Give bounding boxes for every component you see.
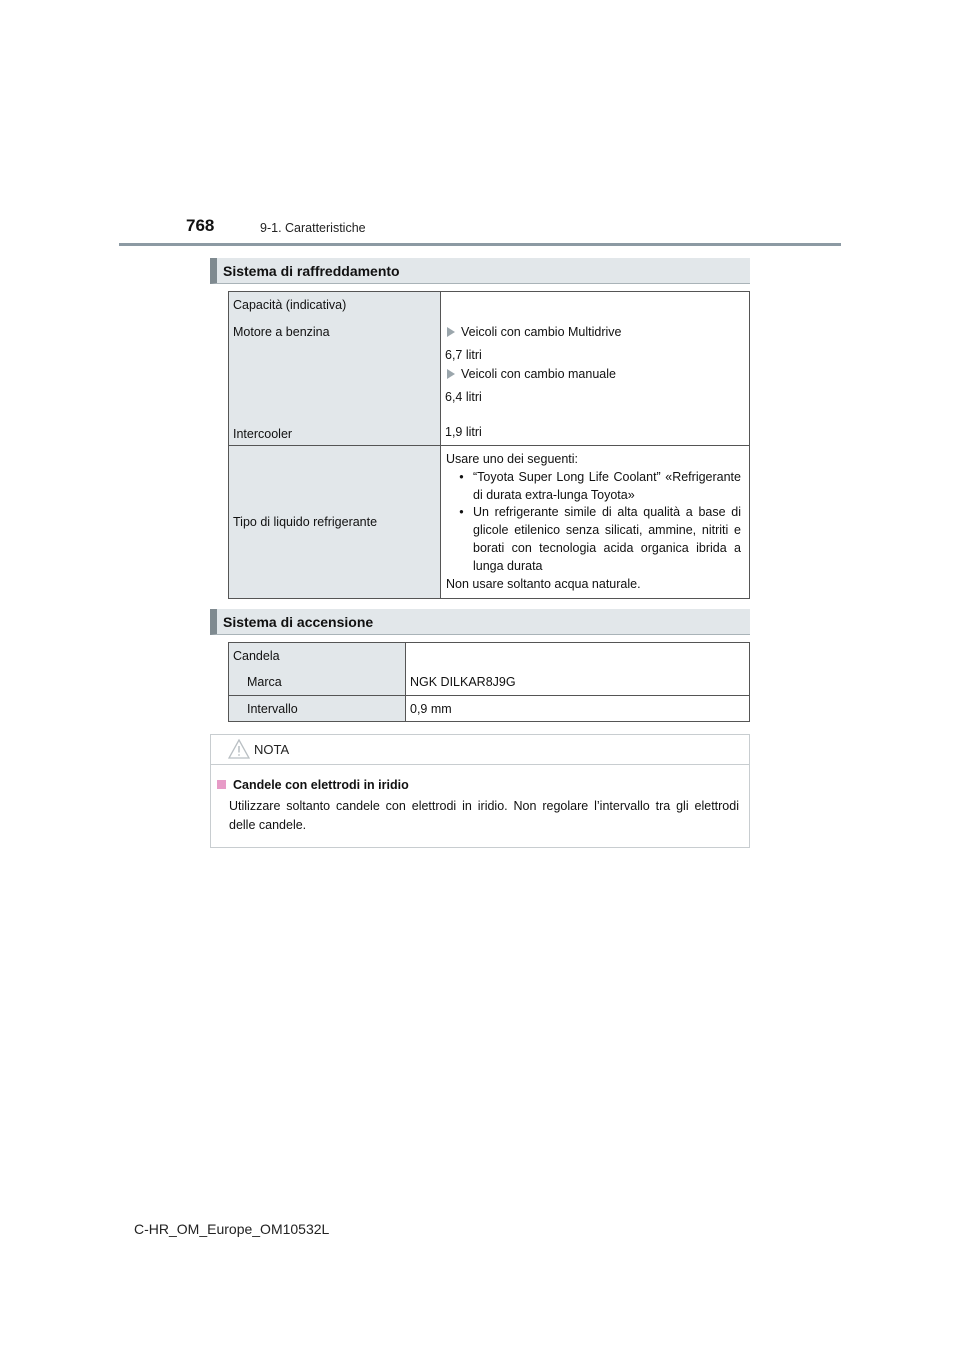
spark-plug-label: Candela — [233, 649, 280, 663]
cooling-spec-table — [228, 291, 750, 599]
gap-label-cell — [229, 696, 406, 722]
gap-value: 0,9 mm — [410, 702, 452, 716]
multidrive-value: 6,7 litri — [445, 348, 482, 362]
intercooler-label: Intercooler — [233, 427, 293, 441]
coolant-option-text: Un refrigerante simile di alta qualità a base di glicole etilenico senza silicati, ammine, nitriti e borati con tecnologia acida organica ibrida a lunga durata — [473, 505, 741, 573]
coolant-type-label-cell — [229, 446, 441, 599]
manual-item — [447, 367, 616, 381]
engine-label: Motore a benzina — [233, 325, 330, 339]
document-code: C-HR_OM_Europe_OM10532L — [134, 1221, 330, 1237]
note-box — [210, 734, 750, 848]
coolant-type-value-cell — [441, 446, 750, 599]
spark-plug-label-cell — [229, 643, 406, 696]
gap-label: Intervallo — [247, 702, 298, 716]
coolant-type-row — [229, 446, 750, 599]
note-header — [211, 735, 749, 765]
brand-value-cell — [406, 643, 750, 696]
note-subtitle-row — [217, 778, 409, 792]
bullet-icon: • — [459, 469, 464, 484]
ignition-section-heading: Sistema di accensione — [210, 609, 750, 635]
cooling-section-heading: Sistema di raffreddamento — [210, 258, 750, 284]
coolant-warning: Non usare soltanto acqua naturale. — [446, 576, 641, 591]
intercooler-value: 1,9 litri — [445, 425, 482, 439]
warning-icon — [228, 739, 250, 759]
manual-value: 6,4 litri — [445, 390, 482, 404]
triangle-right-icon — [447, 327, 455, 337]
section-breadcrumb: 9-1. Caratteristiche — [260, 221, 366, 235]
multidrive-item — [447, 325, 622, 339]
coolant-option-text: “Toyota Super Long Life Coolant” «Refrigerante di durata extra-lunga Toyota» — [473, 469, 741, 502]
bullet-icon: • — [459, 505, 464, 520]
coolant-option — [446, 469, 741, 505]
ignition-spec-table — [228, 642, 750, 722]
note-title: NOTA — [254, 742, 290, 757]
manual-label: Veicoli con cambio manuale — [461, 367, 616, 381]
capacity-row — [229, 292, 750, 446]
brand-label: Marca — [247, 675, 282, 689]
multidrive-label: Veicoli con cambio Multidrive — [461, 325, 622, 339]
capacity-value-cell — [441, 292, 750, 446]
capacity-label: Capacità (indicativa) — [233, 298, 347, 312]
brand-value: NGK DILKAR8J9G — [410, 675, 516, 689]
note-body: Utilizzare soltanto candele con elettrodi in iridio. Non regolare l’intervallo tra gli elettrodi delle candele. — [229, 799, 739, 832]
gap-row — [229, 696, 750, 722]
capacity-label-cell — [229, 292, 441, 446]
coolant-intro: Usare uno dei seguenti: — [446, 452, 579, 466]
coolant-type-label: Tipo di liquido refrigerante — [233, 515, 378, 530]
spark-plug-row — [229, 643, 750, 696]
coolant-option — [446, 504, 741, 575]
triangle-right-icon — [447, 369, 455, 379]
note-subtitle: Candele con elettrodi in iridio — [233, 778, 409, 792]
header-divider — [119, 243, 841, 246]
pink-square-icon — [217, 780, 226, 789]
gap-value-cell — [406, 696, 750, 722]
page-number: 768 — [186, 216, 215, 235]
